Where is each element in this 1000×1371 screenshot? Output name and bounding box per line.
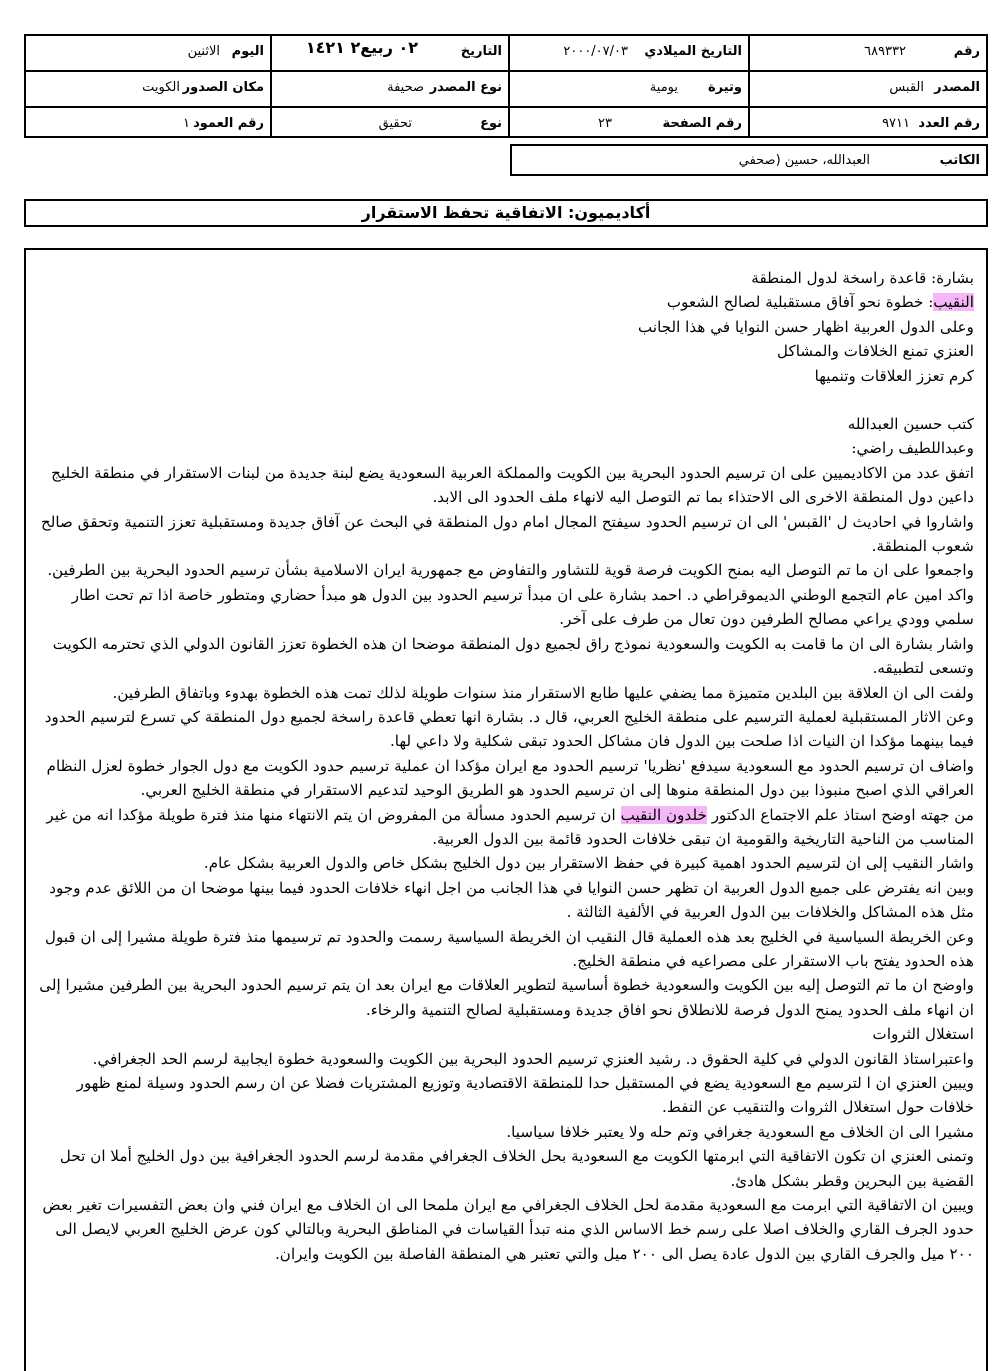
- column-value: ١: [183, 116, 190, 131]
- place-value: الكويت: [142, 80, 180, 95]
- paragraph-text: من جهته اوضح استاذ علم الاجتماع الدكتور: [706, 805, 974, 824]
- number-label: رقم: [953, 44, 980, 59]
- paragraph: واضاف ان ترسيم الحدود مع السعودية سيدفع 'نظريا' ترسيم الحدود مع ايران مؤكدا ان عملية ترسيم حدود الكويت مع دول الجوار خطوة لعزل النظام العراقي الذي اصبح منبوذا بين دول المنطقة منوها إلى ان ترسيم الحدود هو الطريق الوحيد لتدعيم الاستقرار في منطقة الخليج العربي.: [46, 756, 974, 800]
- cell-page: [508, 108, 748, 136]
- header-row-number: [24, 34, 988, 72]
- article-frame: [24, 248, 988, 1371]
- hijri-date-value: ٠٢ ربيع٢ ١٤٢١: [305, 38, 418, 57]
- subheading-enezi: العنزي تمنع الخلافات والمشاكل: [777, 342, 974, 361]
- number-value: ٦٨٩٣٣٢: [864, 44, 906, 59]
- byline-2: وعبداللطيف راضي:: [851, 439, 974, 458]
- paragraph: ويبين ان الاتفاقية التي ابرمت مع السعودية مقدمة لحل الخلاف الجغرافي مع ايران ملمحا الى ان الخلاف مع ايران فني وان بعض التفسيرات تغير بعض حدود الجرف القاري والخلاف اصلا على رسم خط الاساس الذي منه تبدأ القياسات في المناطق البحرية وبالتالي كون عرض الخليج العربي لايصل الى ٢٠٠ ميل والجرف القاري بين الدول عادة يصل الى ٢٠٠ ميل والتي تعتبر هي المنطقة الفاصلة بين الكويت وايران.: [42, 1196, 974, 1263]
- cell-source: [748, 72, 986, 106]
- source-label: المصدر: [934, 80, 980, 95]
- column-label: رقم العمود: [193, 116, 264, 131]
- source-value: القبس: [889, 80, 924, 95]
- paragraph: ويبين العنزي ان ا لترسيم مع السعودية يضع في المستقبل حدا للمنطقة الاقتصادية وتوزيع المشتريات فضلا عن ان رسم الحدود وسيلة لمنع ظهور خلافات حول استغلال الثروات والتنقيب عن النفط.: [76, 1074, 974, 1117]
- cell-day: [22, 36, 270, 70]
- highlight-khaldoun-naqib: خلدون النقيب: [620, 805, 707, 824]
- cell-type: [270, 108, 508, 136]
- cell-source-type: [270, 72, 508, 106]
- article-body: [28, 266, 974, 1266]
- cell-frequency: [508, 72, 748, 106]
- paragraph: واشاروا في احاديث ل 'القبس' الى ان ترسيم الحدود سيفتح المجال امام دول المنطقة في البحث عن آفاق جديدة ومستقبلية تعزز التنمية وتحقق صالح شعوب المنطقة.: [40, 512, 974, 556]
- gregorian-date-label: التاريخ الميلادي: [644, 44, 742, 59]
- frequency-value: يومية: [649, 80, 678, 95]
- header-row-source: [24, 72, 988, 108]
- subheading-naqib: [28, 290, 974, 314]
- source-type-value: صحيفة: [387, 80, 424, 95]
- author-label: الكاتب: [939, 153, 980, 168]
- section-heading: استغلال الثروات: [872, 1025, 974, 1044]
- subheading-arab-states: وعلى الدول العربية اظهار حسن النوايا في هذا الجانب: [637, 317, 974, 336]
- issue-value: ٩٧١١: [882, 116, 910, 131]
- hijri-date-label: التاريخ: [460, 44, 502, 59]
- subheading-bishara: بشارة: قاعدة راسخة لدول المنطقة: [751, 269, 974, 287]
- paragraph: ولفت الى ان العلاقة بين البلدين متميزة مما يضفي عليها طابع الاستقرار منذ سنوات طويلة لذلك تمت هذه الخطوة بهدوء وباتفاق الطرفين.: [112, 683, 974, 702]
- paragraph: وتمنى العنزي ان تكون الاتفاقية التي ابرمتها الكويت مع السعودية بحل الخلاف الجغرافي مقدمة لرسم الحدود الجغرافية بين دول الخليج أملا ان تحل القضية بين البحرين وقطر بشكل هادئ.: [59, 1147, 974, 1190]
- byline-1: كتب حسين العبدالله: [847, 415, 974, 434]
- cell-place: [22, 72, 270, 106]
- highlight-naqib: النقيب: [933, 293, 974, 312]
- cell-number: [748, 36, 986, 70]
- type-label: نوع: [480, 116, 502, 131]
- day-label: اليوم: [231, 44, 264, 59]
- frequency-label: وتيرة: [707, 80, 742, 95]
- author-value: العبدالله، حسين (صحفي: [738, 153, 870, 168]
- paragraph: واشار بشارة الى ان ما قامت به الكويت والسعودية نموذج راق لجميع دول المنطقة موضحا ان هذه الخطوة تعزز القانون الدولي الذي تحترمه الكويت وتسعى لتطبيقه.: [52, 634, 974, 678]
- paragraph: وبين انه يفترض على جميع الدول العربية ان تظهر حسن النوايا في هذا الجانب من اجل انهاء خلافات الحدود فيما بينها موضحا ان من اللائق عدم وجود مثل هذه المشاكل والخلافات بين الدول العربية في الألفية الثالثة .: [49, 878, 974, 922]
- cell-issue: [748, 108, 986, 136]
- type-value: تحقيق: [378, 116, 412, 131]
- page-label: رقم الصفحة: [662, 116, 742, 131]
- paragraph: وعن الاثار المستقبلية لعملية الترسيم على منطقة الخليج العربي، قال د. بشارة انها تعطي قاعدة راسخة لجميع دول المنطقة كي تسرع لترسيم الحدود فيما بينهما مؤكدا ان النيات اذا صلحت بين الدول فان مشاكل الحدود تبقى شكلية ولا داعي لها.: [44, 707, 974, 751]
- paragraph: واجمعوا على ان ما تم التوصل اليه بمنح الكويت فرصة قوية للتشاور والتفاوض مع جمهورية ايران الاسلامية بشأن ترسيم الحدود البحرية بين الطرفين.: [47, 561, 974, 580]
- paragraph: اتفق عدد من الاكاديميين على ان ترسيم الحدود البحرية بين الكويت والمملكة العربية السعودية يضع لبنة جديدة من لبنات الاستقرار في منطقة الخليج داعين دول المنطقة الاخرى الى الاحتذاء بما تم التوصل اليه لانهاء ملف الحدود الى الابد.: [51, 463, 974, 507]
- cell-hijri-date: [270, 36, 508, 70]
- subheading-naqib-text: : خطوة نحو آفاق مستقبلية لصالح الشعوب: [666, 293, 934, 312]
- paragraph: واعتبراستاذ القانون الدولي في كلية الحقوق د. رشيد العنزي ترسيم الحدود البحرية بين الكويت والسعودية خطوة ايجابية لرسم الحد الجغرافي.: [92, 1049, 974, 1068]
- place-label: مكان الصدور: [182, 80, 264, 95]
- paragraph: واكد امين عام التجمع الوطني الديموقراطي د. احمد بشارة على ان مبدأ ترسيم الحدود بين الدول هو مبدأ حضاري ومتطور خاصة اذا تم تحت اطار سلمي وودي يراعي مصالح الطرفين دون تعال من طرف على آخر.: [71, 585, 974, 629]
- paragraph: [28, 803, 974, 852]
- paragraph-text: ان ترسيم الحدود مسألة من المفروض ان يتم الانتهاء منها منذ فترة طويلة مؤكدا انه من غير المناسب من الناحية التاريخية والقومية ان تبقى خلافات الحدود قائمة بين الدول العربية.: [46, 805, 974, 848]
- paragraph: واوضح ان ما تم التوصل إليه بين الكويت والسعودية خطوة أساسية لتطوير العلاقات مع ايران بعد ان يتم ترسيم الحدود البحرية بين الطرفين مشيرا إلى ان انهاء ملف الحدود يمنح الدول فرصة للانطلاق نحو افاق جديدة ومستقبلية لصالح التنمية والرخاء.: [39, 976, 974, 1019]
- issue-label: رقم العدد: [918, 116, 980, 131]
- author-box: [510, 144, 988, 176]
- paragraph: وعن الخريطة السياسية في الخليج بعد هذه العملية قال النقيب ان الخريطة السياسية رسمت والحدود تم ترسيمها منذ فترة طويلة مشيرا إلى ان قبول هذه الحدود يفتح باب الاستقرار على مصراعيه في منطقة الخليج.: [44, 927, 974, 970]
- page-value: ٢٣: [598, 116, 612, 131]
- article-title: أكاديميون: الاتفاقية تحفظ الاستقرار: [24, 199, 988, 227]
- spacer: [28, 388, 974, 412]
- header-row-issue: [24, 108, 988, 138]
- cell-gregorian-date: [508, 36, 748, 70]
- source-type-label: نوع المصدر: [429, 80, 502, 95]
- paragraph: مشيرا الى ان الخلاف مع السعودية جغرافي وتم حله ولا يعتبر خلافا سياسيا.: [506, 1122, 974, 1141]
- day-value: الاثنين: [187, 44, 220, 59]
- subheading-karam: كرم تعزز العلاقات وتنميها: [814, 366, 974, 385]
- paragraph: واشار النقيب إلى ان لترسيم الحدود اهمية كبيرة في حفظ الاستقرار بين دول الخليج بشكل خاص والدول العربية بشكل عام.: [203, 854, 974, 873]
- gregorian-date-value: ٢٠٠٠/٠٧/٠٣: [563, 44, 628, 59]
- cell-column: [22, 108, 270, 136]
